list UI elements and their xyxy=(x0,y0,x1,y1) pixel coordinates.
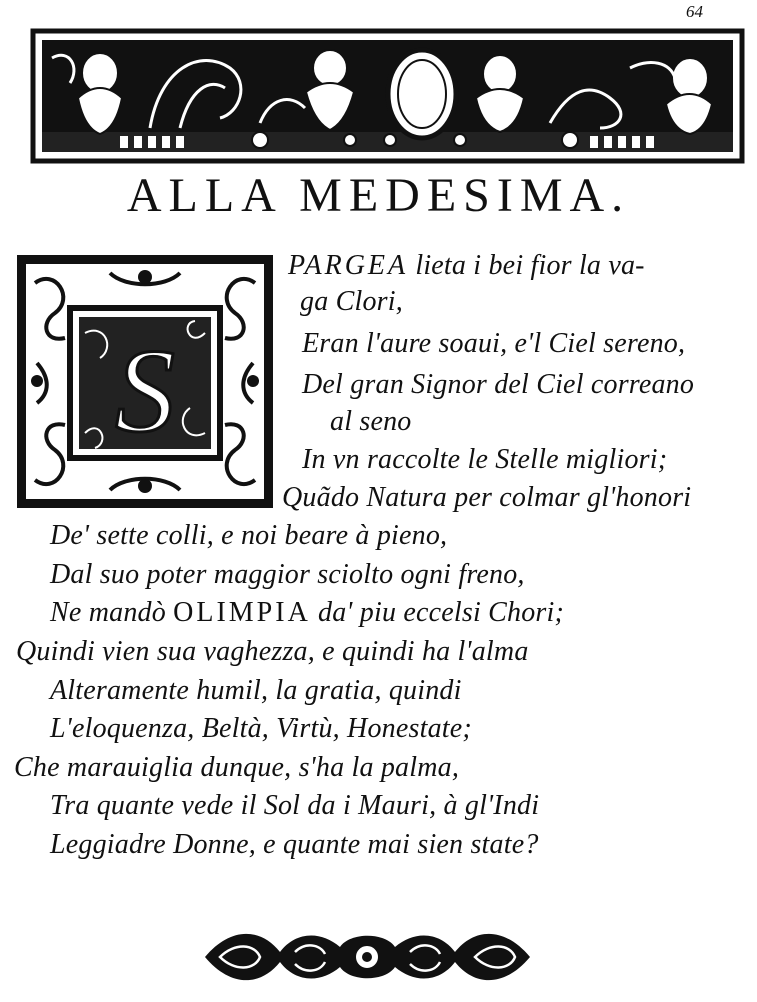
poem-line-14: Che marauiglia dunque, s'ha la palma, xyxy=(14,752,460,783)
poem-line-2: ga Clori, xyxy=(300,286,403,317)
poem-line-6: In vn raccolte le Stelle migliori; xyxy=(302,444,668,475)
poem-line-4: Del gran Signor del Ciel correano xyxy=(302,369,695,400)
poem-line-13: L'eloquenza, Beltà, Virtù, Honestate; xyxy=(50,713,472,744)
page-number: 64 xyxy=(686,2,703,21)
poem-line-5: al seno xyxy=(330,406,412,437)
poem-line-9: Dal suo poter maggior sciolto ogni freno, xyxy=(50,559,525,590)
poem-line-1: PARGEA lieta i bei fior la va- xyxy=(288,250,645,281)
poem-line-8: De' sette colli, e noi beare à pieno, xyxy=(50,520,448,551)
poem-line-10: Ne mandò OLIMPIA da' piu eccelsi Chori; xyxy=(50,597,565,628)
poem-line-15: Tra quante vede il Sol da i Mauri, à gl'Indi xyxy=(50,790,540,821)
poem-line-12: Alteramente humil, la gratia, quindi xyxy=(50,675,462,706)
poem-line-3: Eran l'aure soaui, e'l Ciel sereno, xyxy=(302,328,686,359)
poem-line-7: Quãdo Natura per colmar gl'honori xyxy=(282,482,692,513)
poem-line-16: Leggiadre Donne, e quante mai sien state? xyxy=(50,829,539,860)
page-title: ALLA MEDESIMA. xyxy=(126,169,631,222)
poem-line-11: Quindi vien sua vaghezza, e quindi ha l'alma xyxy=(16,636,529,667)
svg-text:S: S xyxy=(115,324,175,457)
tailpiece-ornament xyxy=(200,922,535,992)
